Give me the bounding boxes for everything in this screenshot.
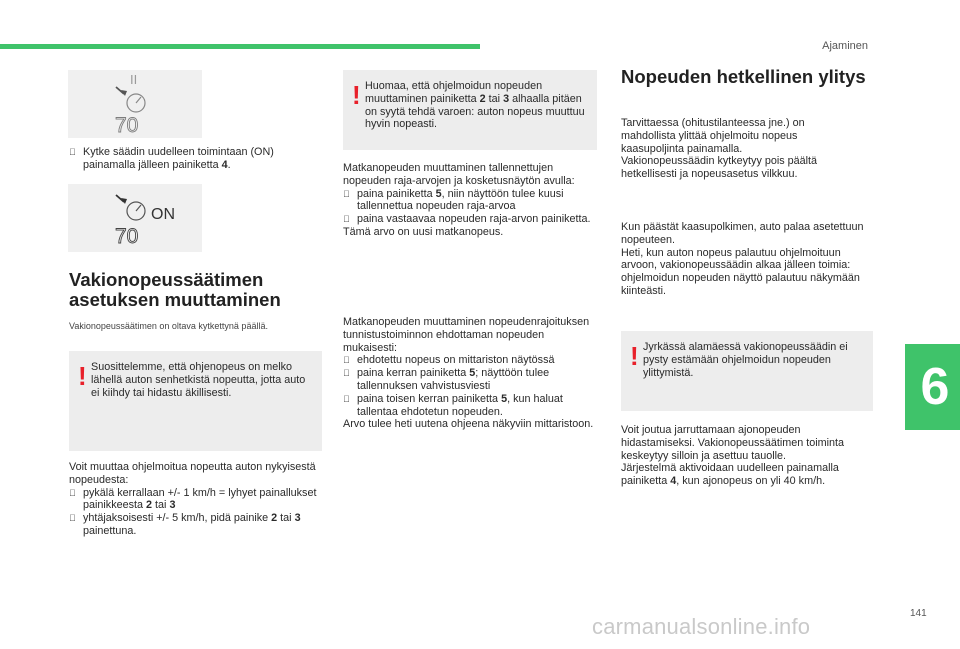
modify-speed-text: Voit muuttaa ohjelmoitua nopeutta auton nykyisestä nopeudesta: pykälä kerrallaan +/- 1 km/h = lyhyet painallukset painikkeesta 2 tai 3 yhtäjaksoisesti +/- 5 km/h, pidä painike 2 tai 3 painettuna.: [69, 461, 317, 537]
intro-note: Vakionopeussäätimen on oltava kytkettynä päällä.: [69, 321, 268, 331]
warning-box: [69, 351, 322, 451]
page-number: 141: [910, 608, 927, 619]
warning-icon: !: [630, 341, 639, 371]
resume-text: Kun päästät kaasupolkimen, auto palaa asetettuun nopeuteen. Heti, kun auton nopeus palautuu ohjelmoituun arvoon, vakionopeussäädin alkaa jälleen toimia: ohjelmoidun nopeuden näyttö palautuu näkymään kiinteästi.: [621, 221, 864, 297]
speed-recognition-text: Matkanopeuden muuttaminen nopeudenrajoituksen tunnistustoiminnon ehdottaman nopeuden mukaisesti: ehdotettu nopeus on mittariston näytössä paina kerran painiketta 5; näyttöön tulee tallennuksen vahvistusviesti paina toisen kerran painiketta 5, kun haluat tallentaa ehdotetun nopeuden. Arvo tulee heti uutena ohjeena näkyviin mittaristoon.: [343, 316, 594, 431]
top-accent-bar: [0, 44, 480, 49]
warning-icon: !: [352, 80, 361, 110]
watermark: carmanualsonline.info: [592, 614, 811, 639]
warning-text: Huomaa, että ohjelmoidun nopeuden muuttaminen painiketta 2 tai 3 alhaalla pitäen on syytä tehdä varoen: auton nopeus muuttuu hyvin nopeasti.: [365, 80, 585, 131]
pause-symbol: II: [130, 72, 138, 87]
reactivate-instruction: Kytke säädin uudelleen toimintaan (ON) painamalla jälleen painiketta 4.: [83, 146, 274, 171]
warning-icon: !: [78, 361, 87, 391]
cruise-paused-illustration: [68, 70, 202, 138]
speedometer-paused-icon: [68, 70, 202, 138]
section-heading: Nopeuden hetkellinen ylitys: [621, 66, 866, 87]
warning-box: [343, 70, 597, 150]
stored-limits-text: Matkanopeuden muuttaminen tallennettujen nopeuden raja-arvojen ja kosketusnäytön avulla: paina painiketta 5, niin näyttöön tulee kuusi tallennettua nopeuden raja-arvoa paina vastaavaa nopeuden raja-arvon painiketta. Tämä arvo on uusi matkanopeus.: [343, 162, 591, 238]
on-status: ON: [151, 206, 175, 223]
overspeed-text: Tarvittaessa (ohitustilanteessa jne.) on mahdollista ylittää ohjelmoitu nopeus kaasupoljinta painamalla. Vakionopeussäädin kytkeytyy pois päältä hetkellisesti ja nopeusasetus vilkkuu.: [621, 117, 818, 181]
warning-text: Suosittelemme, että ohjenopeus on melko lähellä auton senhetkistä nopeutta, jotta auto ei kiihdy tai hidastu äkillisesti.: [91, 361, 306, 399]
cruise-on-illustration: [68, 184, 202, 252]
section-title: Ajaminen: [822, 40, 868, 52]
speed-value: 70: [115, 225, 139, 248]
section-heading: Vakionopeussäätimen asetuksen muuttaminen: [69, 269, 281, 310]
warning-box: [621, 331, 873, 411]
chapter-tab: 6: [905, 344, 960, 430]
warning-text: Jyrkässä alamäessä vakionopeussäädin ei pysty estämään ohjelmoidun nopeuden ylittymistä.: [643, 341, 848, 379]
speed-value: 70: [115, 114, 139, 137]
braking-text: Voit joutua jarruttamaan ajonopeuden hidastamiseksi. Vakionopeussäätimen toiminta keskeytyy silloin ja asettuu tauolle. Järjestelmä aktivoidaan uudelleen painamalla painiketta 4, kun ajonopeus on yli 40 km/h.: [621, 424, 845, 488]
speedometer-on-icon: [68, 184, 202, 252]
